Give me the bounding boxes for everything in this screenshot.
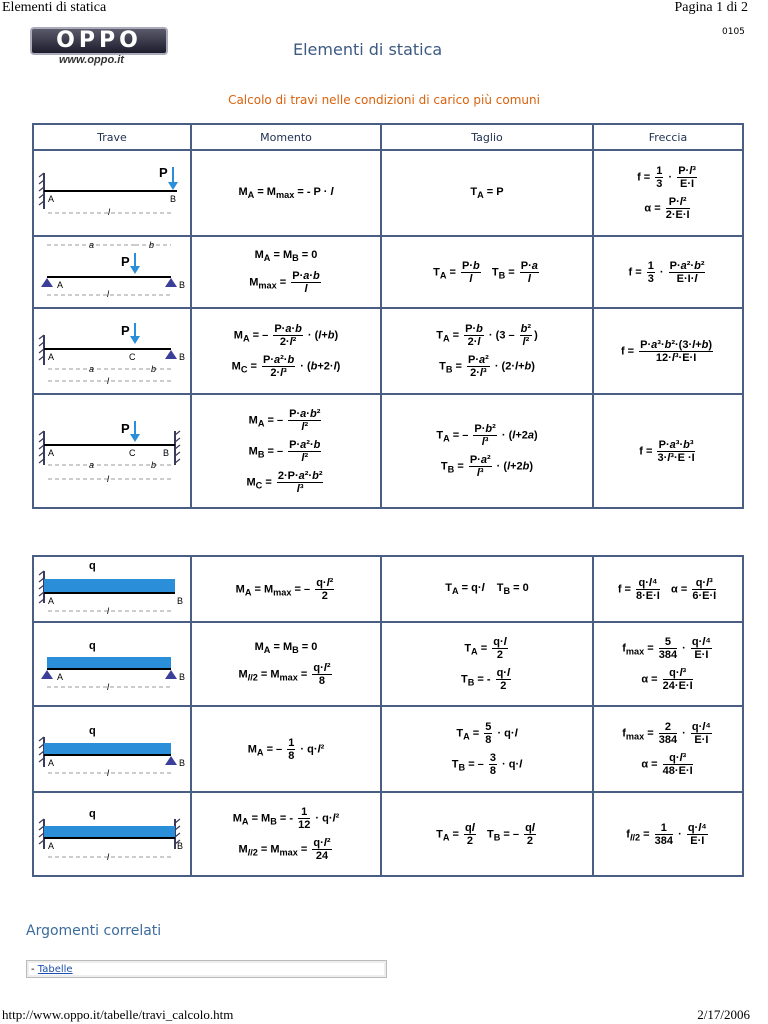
propped-cantilever-distributed-load-diagram (35, 707, 189, 787)
deflection-formula: f = $\frac{\text{P·a³·b²·(3·l+b)}}{\text{12·l³·E·I}}$ (593, 308, 743, 394)
table-row (33, 394, 743, 508)
table-row (33, 150, 743, 236)
table-row (33, 236, 743, 308)
related-topics-box (26, 960, 387, 978)
svg-text:a: a (89, 364, 95, 374)
table-row (33, 622, 743, 706)
deflection-formula: $f_{l/2}$ = $\frac{1}{384}$ · $\frac{\text{q·l⁴}}{E\cdot I}$ (593, 792, 743, 876)
table-row (33, 556, 743, 622)
svg-text:l: l (107, 768, 109, 778)
svg-text:l: l (107, 474, 109, 484)
svg-text:A: A (48, 194, 55, 204)
related-link-tabelle[interactable]: Tabelle (37, 964, 73, 975)
related-topics-heading: Argomenti correlati (26, 923, 162, 939)
print-header-title: Elementi di statica (2, 0, 107, 15)
svg-text:B: B (179, 672, 186, 682)
svg-text:P: P (121, 421, 130, 436)
col-header-freccia: Freccia (593, 124, 743, 150)
shear-formula: $T_A = q\cdot l$ $T_B = 0$ (381, 556, 593, 622)
deflection-formula: f = $\frac{\text{q·l⁴}}{8\cdot E\cdot I}$ α = $\frac{\text{q·l³}}{6\cdot E\cdot I}$ (593, 556, 743, 622)
moment-formula: $M_A = M_B = 0$ $M_{l/2} = M_{max}$ = $\frac{\text{q·l²}}{8}$ (191, 622, 381, 706)
shear-formula: $T_A$ = $\frac{q\cdot l}{2}$ $T_B$ = - $\frac{q\cdot l}{2}$ (381, 622, 593, 706)
moment-formula: $M_A$ = – $\frac{1}{8}$ · q·l² (191, 706, 381, 792)
svg-text:b: b (149, 240, 155, 250)
svg-text:A: A (57, 280, 64, 290)
page-subtitle: Calcolo di travi nelle condizioni di carico più comuni (228, 93, 540, 107)
shear-formula: $T_A = P$ (381, 150, 593, 236)
svg-text:A: A (48, 758, 55, 768)
logo-url: www.oppo.it (59, 54, 124, 66)
col-header-trave: Trave (33, 124, 191, 150)
svg-text:q: q (89, 640, 96, 652)
shear-formula: $T_A$ = $\frac{P\cdot b}{l}$ $T_B$ = $\frac{P\cdot a}{l}$ (381, 236, 593, 308)
shear-formula: $T_A$ = $\frac{5}{8}$ · q·l $T_B$ = – $\frac{3}{8}$ · q·l (381, 706, 593, 792)
svg-text:B: B (179, 758, 186, 768)
deflection-formula: $f_{max}$ = $\frac{2}{384}$ · $\frac{\text{q·l⁴}}{E\cdot I}$ α = $\frac{\text{q·l³}}{48\cdot E\cdot I}$ (593, 706, 743, 792)
svg-text:l: l (108, 207, 110, 217)
cantilever-point-load-diagram (35, 151, 189, 231)
deflection-formula: f = $\frac{1}{3}$ · $\frac{\text{P·a²·b²}}{E\cdot I\cdot l}$ (593, 236, 743, 308)
point-load-table (32, 123, 744, 509)
col-header-momento: Momento (191, 124, 381, 150)
moment-formula: $M_A$ = – $\frac{P\cdot a\cdot b}{\text{2·l²}}$ · (l+b) $M_C$ = $\frac{\text{P·a²·b}}{\text{2·l³}}$ · (b+2·l) (191, 308, 381, 394)
svg-text:b: b (151, 460, 157, 470)
svg-text:A: A (48, 841, 55, 851)
deflection-formula: f = $\frac{\text{P·a³·b³}}{\text{3·l³·E ·I}}$ (593, 394, 743, 508)
svg-text:B: B (179, 352, 186, 362)
deflection-formula: f = $\frac{1}{3}$ · $\frac{\text{P·l³}}{E\cdot I}$ α = $\frac{\text{P·l²}}{2\cdot E\cdot I}$ (593, 150, 743, 236)
svg-text:A: A (48, 596, 55, 606)
svg-text:A: A (48, 352, 55, 362)
beam-diagram-cell (33, 792, 191, 876)
svg-text:l: l (107, 606, 109, 616)
svg-text:l: l (107, 376, 109, 386)
beam-diagram-cell (33, 236, 191, 308)
shear-formula: $T_A$ = $\frac{P\cdot b}{2\cdot l}$ · (3 – $\frac{\text{b²}}{\text{l²}}$ ) $T_B$ = $\frac{\text{P·a²}}{\text{2·l³}}$ · (2·l+b) (381, 308, 593, 394)
shear-formula: $T_A$ = – $\frac{\text{P·b²}}{\text{l³}}$ · (l+2a) $T_B$ = $\frac{\text{P·a²}}{\text{l³}}$ · (l+2b) (381, 394, 593, 508)
cantilever-distributed-load-diagram (35, 557, 189, 617)
moment-formula: $M_A$ = – $\frac{\text{P·a·b²}}{\text{l²}}$ $M_B$ = – $\frac{\text{P·a²·b}}{\text{l²}}$ $M_C$ = $\frac{\text{2·P·a²·b²}}{\text{l³}}$ (191, 394, 381, 508)
table-header-row (33, 124, 743, 150)
svg-text:l: l (107, 289, 109, 299)
svg-text:B: B (163, 448, 170, 458)
moment-formula: $M_A = M_{max}$ = – $\frac{\text{q·l²}}{2}$ (191, 556, 381, 622)
beam-diagram-cell (33, 622, 191, 706)
svg-text:C: C (129, 352, 136, 362)
deflection-formula: $f_{max}$ = $\frac{5}{384}$ · $\frac{\text{q·l⁴}}{E\cdot I}$ α = $\frac{\text{q·l³}}{24\cdot E\cdot I}$ (593, 622, 743, 706)
svg-text:P: P (121, 323, 130, 338)
fixed-beam-distributed-load-diagram (35, 793, 189, 871)
svg-text:l: l (107, 852, 109, 862)
print-footer-date: 2/17/2006 (697, 1007, 750, 1022)
simple-beam-distributed-load-diagram (35, 623, 189, 701)
document-code: 0105 (722, 27, 745, 37)
svg-text:C: C (129, 448, 136, 458)
svg-text:B: B (177, 596, 184, 606)
table-row (33, 308, 743, 394)
beam-diagram-cell (33, 308, 191, 394)
related-link-prefix: - (31, 964, 38, 975)
beam-diagram-cell (33, 394, 191, 508)
svg-text:b: b (151, 364, 157, 374)
shear-formula: $T_A$ = $\frac{ql}{2}$ $T_B$ = – $\frac{ql}{2}$ (381, 792, 593, 876)
svg-text:q: q (89, 808, 96, 820)
svg-text:l: l (107, 682, 109, 692)
moment-formula: $M_A = M_{max}$ = - P · l (191, 150, 381, 236)
svg-text:a: a (89, 460, 95, 470)
beam-diagram-cell (33, 706, 191, 792)
print-footer-url: http://www.oppo.it/tabelle/travi_calcolo.htm (2, 1007, 234, 1022)
moment-formula: $M_A = M_B$ = - $\frac{1}{12}$ · q·l² $M_{l/2} = M_{max}$ = $\frac{\text{q·l²}}{24}$ (191, 792, 381, 876)
oppo-logo[interactable]: OPPO (30, 27, 168, 55)
propped-cantilever-point-load-diagram (35, 309, 189, 389)
svg-text:A: A (48, 448, 55, 458)
svg-text:q: q (89, 725, 96, 737)
table-row (33, 706, 743, 792)
svg-text:A: A (57, 672, 64, 682)
print-header-page: Pagina 1 di 2 (674, 0, 748, 15)
moment-formula: $M_A = M_B = 0$ $M_{max}$ = $\frac{P\cdot a\cdot b}{l}$ (191, 236, 381, 308)
svg-text:B: B (177, 841, 184, 851)
distributed-load-table (32, 555, 744, 877)
fixed-beam-point-load-diagram (35, 395, 189, 503)
svg-text:P: P (121, 254, 130, 269)
svg-text:B: B (179, 280, 186, 290)
page-title: Elementi di statica (293, 40, 443, 59)
svg-text:q: q (89, 560, 96, 572)
col-header-taglio: Taglio (381, 124, 593, 150)
beam-diagram-cell (33, 150, 191, 236)
beam-diagram-cell (33, 556, 191, 622)
simple-beam-point-load-diagram (35, 237, 189, 303)
svg-text:B: B (170, 194, 177, 204)
svg-text:a: a (89, 240, 95, 250)
load-label-p: P (159, 165, 168, 180)
table-row (33, 792, 743, 876)
